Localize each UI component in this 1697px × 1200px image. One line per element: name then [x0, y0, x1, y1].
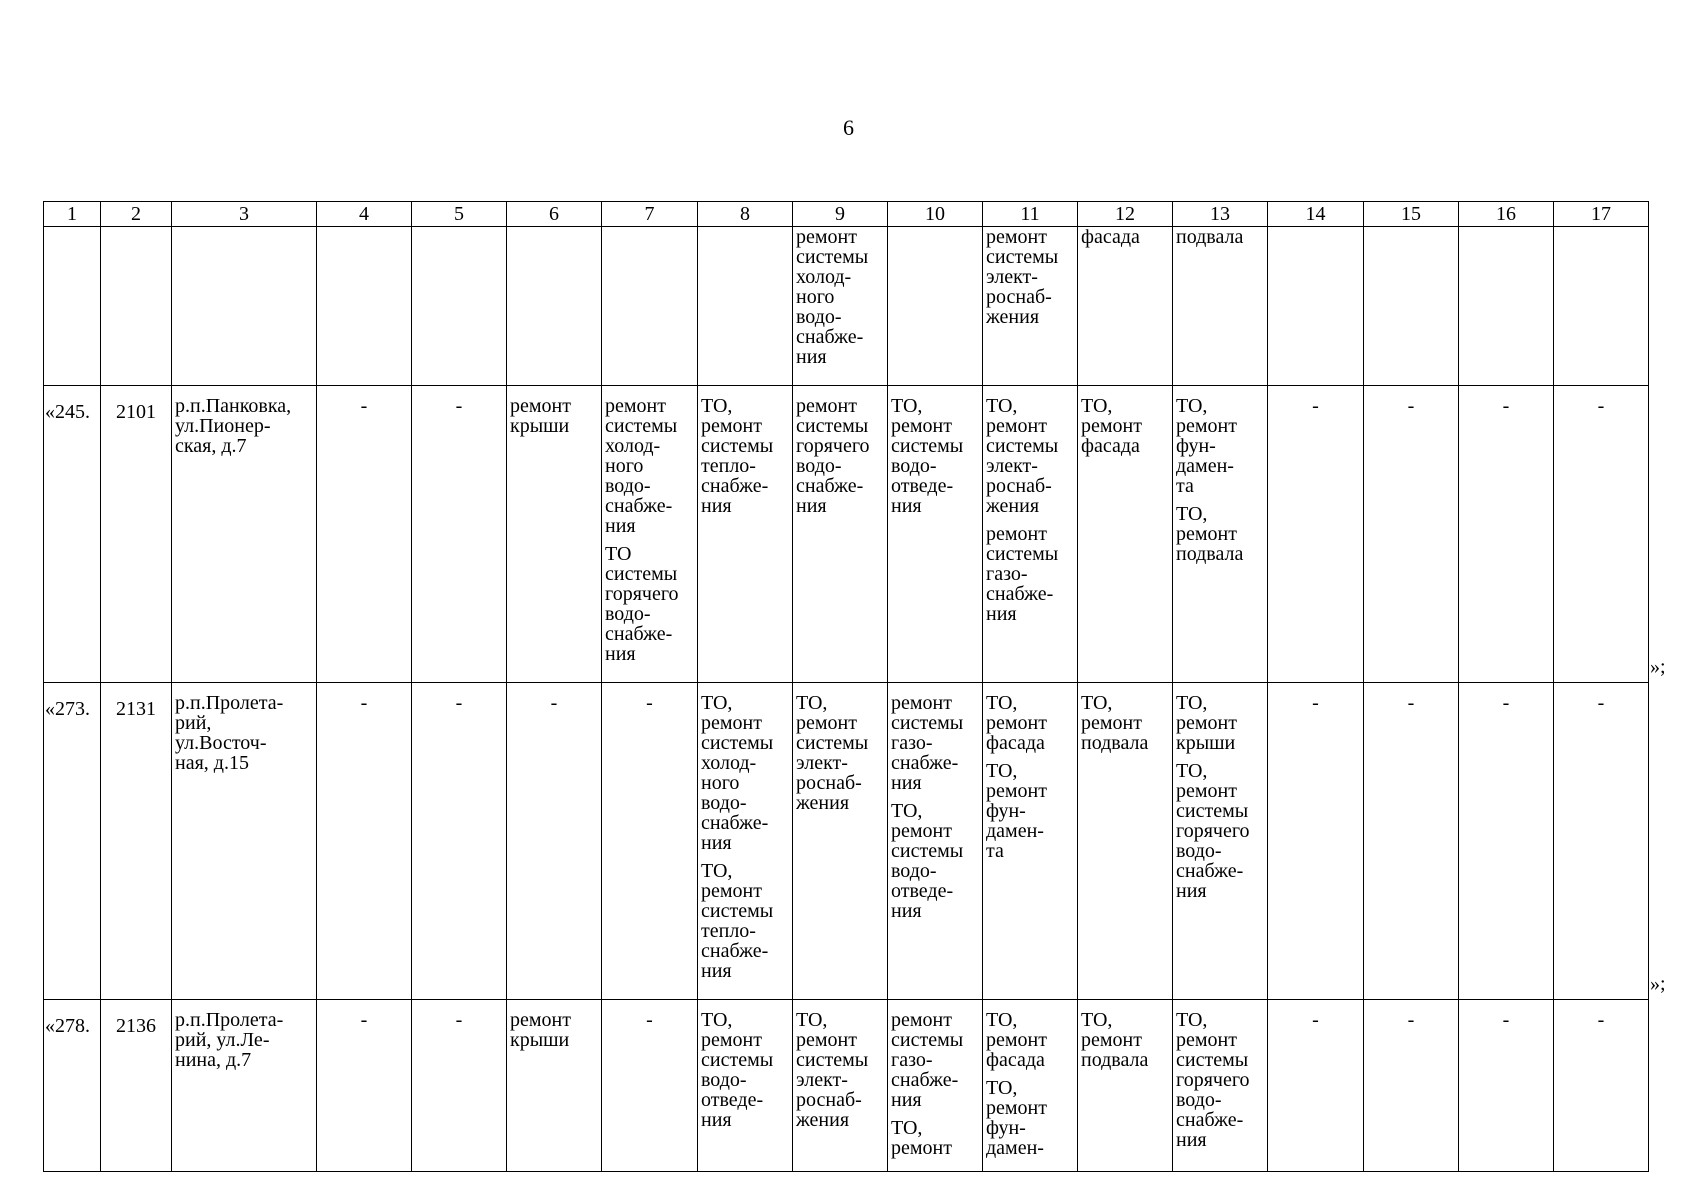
col-header: 3 [172, 202, 317, 227]
cell-col-4: - [317, 1000, 412, 1172]
cell-col-14: - [1268, 683, 1364, 1000]
table-row [44, 1000, 1649, 1172]
col-header: 6 [507, 202, 602, 227]
cell-col-13 [1173, 227, 1268, 386]
cell-item: ТО, ремонт системы тепло- снабже- ния [701, 860, 774, 982]
cell-col-7: - [602, 1000, 698, 1172]
cell-item: подвала [1176, 226, 1244, 248]
cell-col-10 [888, 1000, 983, 1172]
cell-item: ремонт крыши [510, 1009, 571, 1051]
cell-item: ремонт системы газо- снабже- ния [891, 1009, 964, 1111]
cell-col-2 [101, 227, 172, 386]
table-row [44, 683, 1649, 1000]
cell-col-17 [1554, 227, 1649, 386]
col-header: 15 [1364, 202, 1459, 227]
cell-item: ТО, ремонт системы элект- роснаб- жения [986, 395, 1059, 517]
cell-col-8 [698, 386, 793, 683]
cell-col-9 [793, 683, 888, 1000]
cell-item: ТО, ремонт системы водо- отведе- ния [891, 395, 964, 517]
cell-item: ТО, ремонт фун- дамен- та [1176, 395, 1237, 497]
col-header: 17 [1554, 202, 1649, 227]
col-header: 7 [602, 202, 698, 227]
cell-col-11 [983, 386, 1078, 683]
table-row [44, 227, 1649, 386]
cell-col-5: - [412, 1000, 507, 1172]
cell-col-8 [698, 227, 793, 386]
col-header: 12 [1078, 202, 1173, 227]
cell-item: ТО, ремонт фасада [1081, 395, 1142, 457]
col-header: 10 [888, 202, 983, 227]
cell-item: ТО, ремонт системы элект- роснаб- жения [796, 692, 869, 814]
cell-col-16: - [1459, 683, 1554, 1000]
cell-item: ремонт системы газо- снабже- ния [891, 692, 964, 794]
cell-col-9 [793, 227, 888, 386]
cell-col-7 [602, 386, 698, 683]
cell-item: ТО, ремонт фун- дамен- та [986, 760, 1047, 862]
cell-item: ремонт системы газо- снабже- ния [986, 523, 1059, 625]
cell-col-13 [1173, 683, 1268, 1000]
cell-item: ТО, ремонт системы тепло- снабже- ния [701, 395, 774, 517]
cell-item: ремонт системы холод- ного водо- снабже- ния [796, 226, 869, 368]
cell-item: ТО, ремонт [891, 1117, 952, 1159]
cell-item: ТО, ремонт системы горячего водо- снабже- ния [1176, 1009, 1250, 1151]
cell-col-11 [983, 1000, 1078, 1172]
cell-col-10 [888, 386, 983, 683]
cell-col-12 [1078, 386, 1173, 683]
cell-col-14: - [1268, 1000, 1364, 1172]
header-row [44, 202, 1649, 227]
cell-item: ТО, ремонт подвала [1081, 1009, 1149, 1071]
cell-col-17: - [1554, 1000, 1649, 1172]
cell-col-2: 2131 [101, 683, 172, 1000]
cell-item: ТО, ремонт крыши [1176, 692, 1237, 754]
cell-col-3: р.п.Пролета- рий, ул.Ле- нина, д.7 [172, 1000, 317, 1172]
cell-col-1: «245. [44, 386, 101, 683]
col-header: 8 [698, 202, 793, 227]
col-header: 13 [1173, 202, 1268, 227]
cell-item: ТО, ремонт системы водо- отведе- ния [891, 800, 964, 922]
cell-col-10 [888, 683, 983, 1000]
cell-col-16: - [1459, 1000, 1554, 1172]
cell-col-4: - [317, 386, 412, 683]
cell-item: ТО, ремонт фасада [986, 1009, 1047, 1071]
cell-col-9 [793, 386, 888, 683]
col-header: 11 [983, 202, 1078, 227]
cell-col-11 [983, 683, 1078, 1000]
cell-item: ТО, ремонт системы элект- роснаб- жения [796, 1009, 869, 1131]
cell-item: ТО, ремонт подвала [1081, 692, 1149, 754]
cell-item: ТО, ремонт системы горячего водо- снабже- ния [1176, 760, 1250, 902]
col-header: 4 [317, 202, 412, 227]
col-header: 1 [44, 202, 101, 227]
cell-col-2: 2136 [101, 1000, 172, 1172]
cell-col-14 [1268, 227, 1364, 386]
cell-col-7 [602, 227, 698, 386]
cell-col-3: р.п.Пролета- рий, ул.Восточ- ная, д.15 [172, 683, 317, 1000]
col-header: 9 [793, 202, 888, 227]
cell-col-13 [1173, 386, 1268, 683]
cell-col-16 [1459, 227, 1554, 386]
cell-col-7: - [602, 683, 698, 1000]
cell-col-12 [1078, 227, 1173, 386]
cell-col-14: - [1268, 386, 1364, 683]
cell-col-4: - [317, 683, 412, 1000]
cell-item: ТО, ремонт фун- дамен- [986, 1077, 1047, 1159]
cell-col-5: - [412, 683, 507, 1000]
table-row [44, 386, 1649, 683]
col-header: 5 [412, 202, 507, 227]
cell-item: ремонт системы холод- ного водо- снабже- ния [605, 395, 678, 537]
col-header: 14 [1268, 202, 1364, 227]
cell-item: ТО системы горячего водо- снабже- ния [605, 543, 679, 665]
cell-col-4 [317, 227, 412, 386]
col-header: 16 [1459, 202, 1554, 227]
cell-col-12 [1078, 683, 1173, 1000]
cell-item: ремонт системы элект- роснаб- жения [986, 226, 1059, 328]
cell-col-1 [44, 227, 101, 386]
cell-col-17: - [1554, 683, 1649, 1000]
cell-col-5 [412, 227, 507, 386]
cell-item: ремонт системы горячего водо- снабже- ния [796, 395, 870, 517]
cell-col-6 [507, 227, 602, 386]
row-closing-mark: »; [1650, 973, 1666, 995]
cell-col-10 [888, 227, 983, 386]
row-closing-mark: »; [1650, 656, 1666, 678]
cell-col-15: - [1364, 386, 1459, 683]
col-header: 2 [101, 202, 172, 227]
cell-col-6 [507, 1000, 602, 1172]
cell-item: ТО, ремонт системы холод- ного водо- снабже- ния [701, 692, 774, 854]
cell-col-1: «273. [44, 683, 101, 1000]
cell-col-6: - [507, 683, 602, 1000]
cell-col-11 [983, 227, 1078, 386]
cell-col-3 [172, 227, 317, 386]
cell-col-3: р.п.Панковка, ул.Пионер- ская, д.7 [172, 386, 317, 683]
cell-item: ремонт крыши [510, 395, 571, 437]
cell-item: ТО, ремонт системы водо- отведе- ния [701, 1009, 774, 1131]
cell-col-9 [793, 1000, 888, 1172]
cell-item: ТО, ремонт фасада [986, 692, 1047, 754]
cell-col-15: - [1364, 1000, 1459, 1172]
cell-item: фасада [1081, 226, 1140, 248]
cell-col-15 [1364, 227, 1459, 386]
cell-col-13 [1173, 1000, 1268, 1172]
cell-col-1: «278. [44, 1000, 101, 1172]
cell-col-8 [698, 1000, 793, 1172]
cell-col-17: - [1554, 386, 1649, 683]
cell-col-2: 2101 [101, 386, 172, 683]
cell-col-8 [698, 683, 793, 1000]
cell-col-12 [1078, 1000, 1173, 1172]
cell-col-16: - [1459, 386, 1554, 683]
cell-item: ТО, ремонт подвала [1176, 503, 1244, 565]
cell-col-5: - [412, 386, 507, 683]
cell-col-6 [507, 386, 602, 683]
page-number: 6 [843, 115, 854, 140]
cell-col-15: - [1364, 683, 1459, 1000]
works-table [43, 201, 1649, 1172]
